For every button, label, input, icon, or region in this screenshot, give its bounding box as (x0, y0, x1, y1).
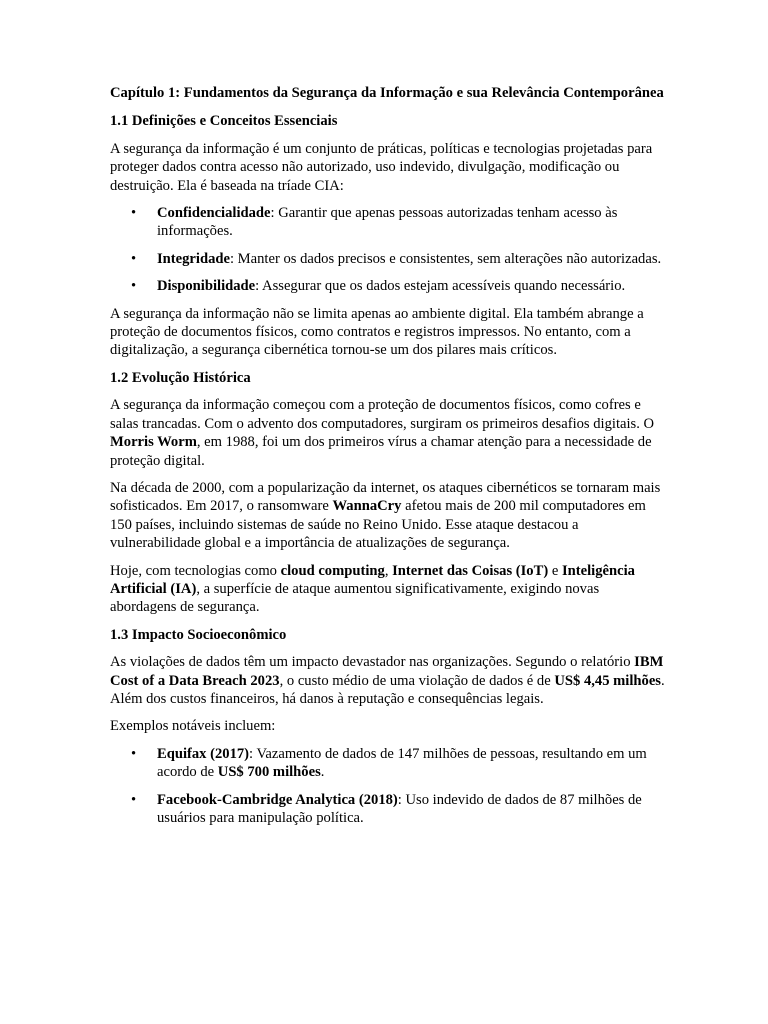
list-item-text: : Garantir que apenas pessoas autorizadas tenham acesso às informações. (157, 205, 618, 240)
list-item (110, 204, 668, 241)
bullet-icon: • (131, 791, 137, 808)
term-bold: US$ 4,45 milhões (554, 672, 661, 689)
list-item-text: : Uso indevido de dados de 87 milhões de usuários para manipulação política. (157, 791, 642, 826)
list-item-text: : Vazamento de dados de 147 milhões de pessoas, resultando em um acordo de (157, 745, 647, 781)
section-title-1-2: 1.2 Evolução Histórica (110, 369, 251, 386)
bullet-icon: • (131, 278, 137, 295)
term-bold: IBM Cost of a Data Breach 2023 (110, 654, 664, 689)
text-run: Na década de 2000, com a popularização da internet, os ataques cibernéticos se tornaram mais sofisticados. Em 2017, o ransomware (110, 479, 661, 515)
list-item-text: . (320, 764, 325, 781)
term-bold: WannaCry (332, 498, 402, 515)
term-bold: Integridade (157, 250, 230, 267)
list-item (110, 277, 668, 295)
term-bold: Equifax (2017) (157, 745, 250, 762)
cia-list (110, 204, 668, 296)
list-item (110, 791, 668, 828)
term-bold: Inteligência Artificial (IA) (110, 562, 635, 597)
term-bold: Facebook-Cambridge Analytica (2018) (157, 791, 398, 808)
text-run: As violações de dados têm um impacto devastador nas organizações. Segundo o relatório (110, 654, 635, 671)
section-title-1-1: 1.1 Definições e Conceitos Essenciais (110, 113, 338, 130)
section-title-1-3: 1.3 Impacto Socioeconômico (110, 626, 287, 643)
text-run: , o custo médio de uma violação de dados é de (279, 672, 555, 689)
term-bold: Confidencialidade (157, 205, 271, 222)
examples-list (110, 745, 668, 828)
list-item-text: : Manter os dados precisos e consistentes, sem alterações não autorizadas. (229, 250, 662, 267)
list-item (110, 745, 668, 782)
paragraph-impact (110, 653, 668, 708)
paragraph-examples-intro: Exemplos notáveis incluem: (110, 718, 276, 735)
term-bold: Internet das Coisas (IoT) (392, 562, 549, 579)
text-run: afetou mais de 200 mil computadores em 150 países, incluindo sistemas de saúde no Reino Unido. Esse ataque destacou a vulnerabilidade global e a importância de atualizações de segurança. (110, 498, 646, 552)
paragraph-history-1 (110, 396, 668, 470)
text-run: Hoje, com tecnologias como (110, 562, 281, 579)
text-run: , a superfície de ataque aumentou significativamente, exigindo novas abordagens de segurança. (110, 580, 600, 616)
list-item-text: : Assegurar que os dados estejam acessíveis quando necessário. (255, 278, 626, 295)
chapter-title: Capítulo 1: Fundamentos da Segurança da Informação e sua Relevância Contemporânea (110, 85, 664, 101)
term-bold: cloud computing (280, 562, 385, 579)
text-run: e (548, 562, 562, 579)
bullet-icon: • (131, 745, 137, 762)
term-bold: US$ 700 milhões (217, 764, 321, 781)
bullet-icon: • (131, 205, 137, 222)
paragraph-history-2 (110, 479, 668, 553)
bullet-icon: • (131, 250, 137, 267)
text-run: . Além dos custos financeiros, há danos à reputação e consequências legais. (110, 672, 665, 707)
text-run: , em 1988, foi um dos primeiros vírus a chamar atenção para a necessidade de proteção digital. (110, 434, 652, 469)
paragraph-cia-intro: A segurança da informação é um conjunto de práticas, políticas e tecnologias projetadas para proteger dados contra acesso não autorizado, uso indevido, divulgação, modificação ou destruição. Ela é baseada na tríade CIA: (110, 140, 653, 194)
paragraph-history-3 (110, 562, 668, 617)
term-bold: Morris Worm (110, 434, 197, 451)
list-item (110, 250, 668, 268)
text-run: , (384, 562, 393, 579)
term-bold: Disponibilidade (157, 278, 256, 295)
text-run: A segurança da informação começou com a proteção de documentos físicos, como cofres e salas trancadas. Com o advento dos computadores, surgiram os primeiros desafios digitais. O (110, 397, 655, 432)
paragraph-scope: A segurança da informação não se limita apenas ao ambiente digital. Ela também abrange a proteção de documentos físicos, como contratos e registros impressos. No entanto, com a digitalização, a segurança cibernética tornou-se um dos pilares mais críticos. (110, 305, 644, 359)
